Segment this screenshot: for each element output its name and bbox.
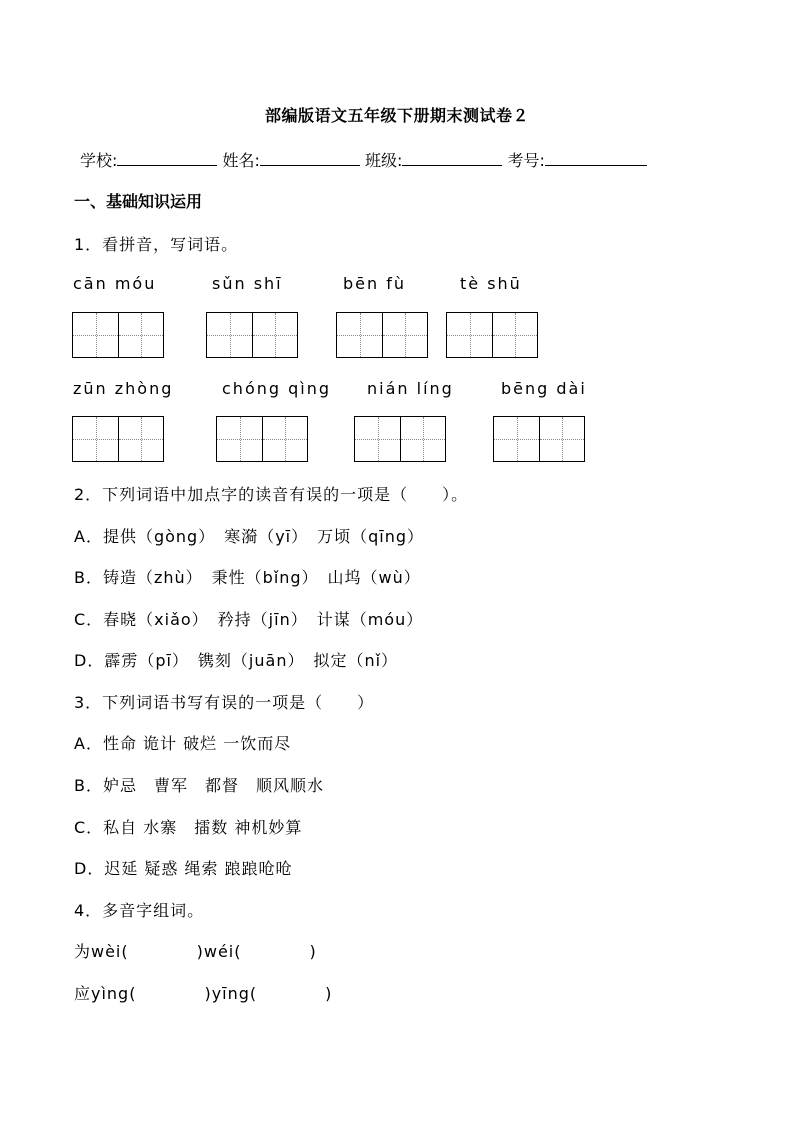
- option-b: B．妒忌 曹军 都督 顺风顺水: [74, 776, 324, 795]
- writing-box-pair[interactable]: [493, 416, 585, 462]
- writing-cell[interactable]: [207, 313, 252, 357]
- number-label: 考号:: [507, 151, 545, 170]
- pinyin-label: bēng dài: [501, 379, 587, 398]
- option-d: D．迟延 疑惑 绳索 踉踉呛呛: [74, 859, 293, 878]
- pinyin-label: bēn fù: [343, 274, 406, 293]
- pinyin-label: sǔn shī: [212, 274, 283, 293]
- writing-cell[interactable]: [73, 313, 118, 357]
- writing-cell[interactable]: [400, 417, 445, 461]
- option-a: A．性命 诡计 破烂 一饮而尽: [74, 734, 292, 753]
- name-blank[interactable]: [260, 149, 360, 166]
- name-label: 姓名:: [222, 151, 260, 170]
- student-info-line: [80, 148, 647, 171]
- question-4-prompt: 4．多音字组词。: [74, 901, 205, 920]
- writing-cell[interactable]: [382, 313, 427, 357]
- question-2-prompt: 2．下列词语中加点字的读音有误的一项是（ ）。: [74, 485, 469, 504]
- page-title: 部编版语文五年级下册期末测试卷２: [264, 106, 529, 125]
- section-heading: 一、基础知识运用: [74, 192, 203, 211]
- option-d: D．霹雳（pī） 镌刻（juān） 拟定（nǐ）: [74, 651, 399, 670]
- option-c: C．春晓（xiǎo） 矜持（jīn） 计谋（móu）: [74, 610, 424, 629]
- polyphone-line: 为wèi( )wéi( ): [74, 942, 317, 961]
- writing-box-pair[interactable]: [72, 312, 164, 358]
- school-blank[interactable]: [117, 149, 217, 166]
- option-b: B．铸造（zhù） 秉性（bǐng） 山坞（wù）: [74, 568, 421, 587]
- school-label: 学校:: [80, 151, 118, 170]
- writing-box-pair[interactable]: [216, 416, 308, 462]
- writing-box-pair[interactable]: [446, 312, 538, 358]
- class-blank[interactable]: [402, 149, 502, 166]
- writing-box-pair[interactable]: [336, 312, 428, 358]
- writing-box-pair[interactable]: [206, 312, 298, 358]
- writing-cell[interactable]: [337, 313, 382, 357]
- writing-cell[interactable]: [494, 417, 539, 461]
- writing-box-pair[interactable]: [72, 416, 164, 462]
- question-3-prompt: 3．下列词语书写有误的一项是（ ）: [74, 693, 375, 712]
- class-label: 班级:: [365, 151, 403, 170]
- question-1-prompt: 1．看拼音，写词语。: [74, 235, 239, 254]
- writing-cell[interactable]: [447, 313, 492, 357]
- writing-cell[interactable]: [118, 313, 163, 357]
- pinyin-label: chóng qìng: [222, 379, 332, 398]
- option-c: C．私自 水寨 擂数 神机妙算: [74, 818, 303, 837]
- writing-cell[interactable]: [492, 313, 537, 357]
- polyphone-line: 应yìng( )yīng( ): [74, 984, 333, 1003]
- option-a: A．提供（gòng） 寒漪（yī） 万顷（qīng）: [74, 527, 425, 546]
- writing-cell[interactable]: [73, 417, 118, 461]
- number-blank[interactable]: [545, 149, 647, 166]
- pinyin-label: zūn zhòng: [73, 379, 174, 398]
- writing-cell[interactable]: [355, 417, 400, 461]
- writing-box-pair[interactable]: [354, 416, 446, 462]
- writing-cell[interactable]: [262, 417, 307, 461]
- writing-cell[interactable]: [252, 313, 297, 357]
- writing-cell[interactable]: [539, 417, 584, 461]
- writing-cell[interactable]: [118, 417, 163, 461]
- pinyin-label: tè shū: [460, 274, 522, 293]
- writing-cell[interactable]: [217, 417, 262, 461]
- pinyin-label: cān móu: [73, 274, 157, 293]
- pinyin-label: nián líng: [367, 379, 454, 398]
